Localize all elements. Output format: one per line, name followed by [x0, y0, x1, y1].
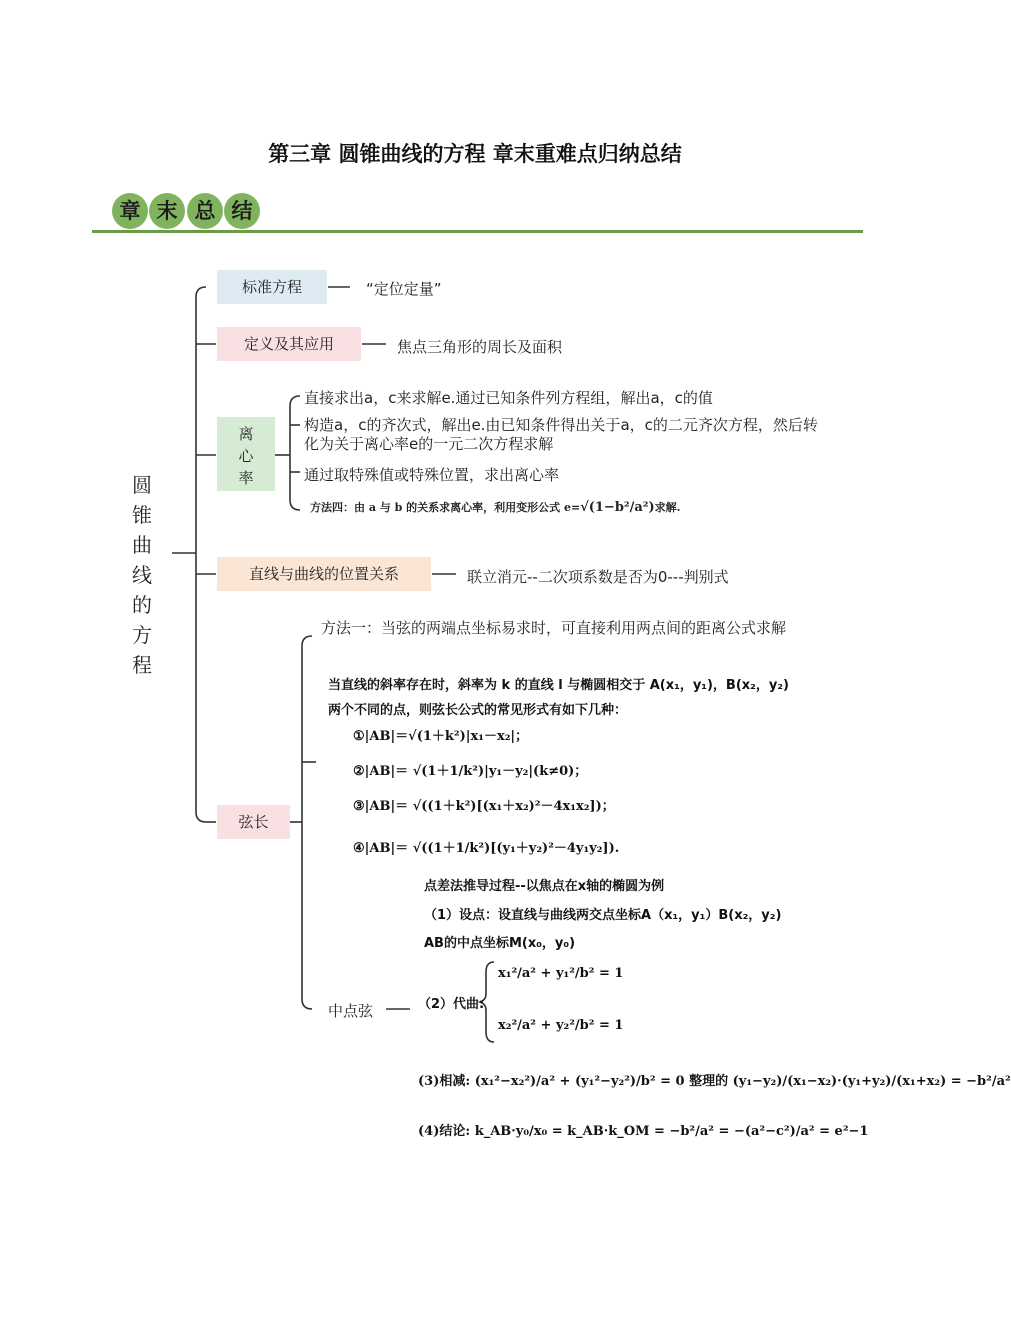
midpoint-heading: 点差法推导过程--以焦点在x轴的椭圆为例	[424, 879, 665, 894]
chord-formula-1: ①|AB|＝√(1＋k²)|x₁－x₂|；	[353, 729, 529, 744]
chord-intro-1: 当直线的斜率存在时，斜率为 k 的直线 l 与椭圆相交于 A(x₁，y₁)，B(x₂，y₂)	[328, 678, 789, 693]
midpoint-step-2: （2）代曲:	[418, 997, 485, 1012]
node-definition: 定义及其应用	[217, 327, 361, 361]
badge-char-3: 总	[187, 193, 223, 229]
midpoint-step-4	[418, 1120, 868, 1139]
midpoint-eq-1: x₁²/a² + y₁²/b² = 1	[498, 966, 624, 981]
ecc-char: 心	[238, 447, 254, 465]
node-position-relation: 直线与曲线的位置关系	[217, 557, 431, 591]
note-definition: 焦点三角形的周长及面积	[397, 338, 563, 356]
root-char: 曲	[132, 533, 152, 557]
root-char: 锥	[132, 503, 152, 527]
chord-intro-2: 两个不同的点，则弦长公式的常见形式有如下几种：	[328, 703, 628, 718]
step3-mid: 整理的	[689, 1074, 729, 1089]
badge-char-2: 末	[149, 193, 185, 229]
ecc-method-4-prefix: 方法四：由 a 与 b 的关系求离心率，利用变形公式 e=	[310, 501, 581, 514]
root-char: 方	[132, 623, 152, 647]
ecc-method-2: 构造a，c的齐次式，解出e.由已知条件得出关于a，c的二元齐次方程，然后转化为关于离心率e的一元二次方程求解	[304, 416, 818, 453]
midpoint-eq-2: x₂²/a² + y₂²/b² = 1	[498, 1018, 624, 1033]
ecc-method-1: 直接求出a，c来求解e.通过已知条件列方程组，解出a，c的值	[304, 389, 713, 407]
node-chord-length: 弦长	[217, 805, 290, 839]
root-char: 程	[132, 653, 152, 677]
chord-formula-2: ②|AB|＝ √(1＋1/k²)|y₁－y₂|(k≠0)；	[353, 764, 588, 779]
ecc-method-3: 通过取特殊值或特殊位置，求出离心率	[304, 466, 560, 484]
root-char: 的	[132, 593, 152, 617]
step3-result: (y₁−y₂)/(x₁−x₂)·(y₁+y₂)/(x₁+x₂) = −b²/a²	[732, 1074, 1011, 1089]
chord-formula-3: ③|AB|＝ √((1＋k²)[(x₁＋x₂)²－4x₁x₂])；	[353, 799, 615, 814]
ecc-method-4	[310, 499, 680, 515]
step4-eq: k_AB·y₀/x₀ = k_AB·k_OM = −b²/a² = −(a²−c²)/a² = e²−1	[474, 1124, 869, 1139]
page-title: 第三章 圆锥曲线的方程 章末重难点归纳总结	[268, 142, 682, 166]
root-char: 线	[132, 563, 152, 587]
step3-label: (3)相减:	[418, 1074, 471, 1089]
midpoint-step-1: （1）设点：设直线与曲线两交点坐标A（x₁，y₁）B(x₂，y₂)	[424, 908, 782, 923]
root-node	[128, 470, 156, 680]
node-midpoint-chord: 中点弦	[328, 1002, 374, 1020]
node-eccentricity	[217, 417, 275, 491]
note-standard: “定位定量”	[366, 280, 442, 298]
note-position: 联立消元--二次项系数是否为0---判别式	[467, 568, 729, 586]
ecc-method-4-formula: √(1−b²/a²)	[580, 500, 655, 515]
midpoint-step-1b: AB的中点坐标M(x₀，y₀)	[424, 936, 576, 951]
badge-char-4: 结	[224, 193, 260, 229]
step3-eq: (x₁²−x₂²)/a² + (y₁²−y₂²)/b² = 0	[474, 1074, 685, 1089]
badge-char-1: 章	[112, 193, 148, 229]
section-rule	[92, 230, 863, 233]
root-char: 圆	[132, 473, 152, 497]
step4-label: (4)结论:	[418, 1124, 471, 1139]
chord-formula-4: ④|AB|＝ √((1＋1/k²)[(y₁＋y₂)²－4y₁y₂]).	[353, 841, 620, 856]
chord-method-1: 方法一：当弦的两端点坐标易求时，可直接利用两点间的距离公式求解	[321, 619, 787, 637]
ecc-char: 率	[238, 469, 254, 487]
midpoint-step-3	[418, 1070, 1011, 1089]
node-standard-equation: 标准方程	[217, 270, 327, 304]
ecc-method-4-suffix: 求解.	[654, 501, 681, 514]
ecc-char: 离	[238, 425, 254, 443]
